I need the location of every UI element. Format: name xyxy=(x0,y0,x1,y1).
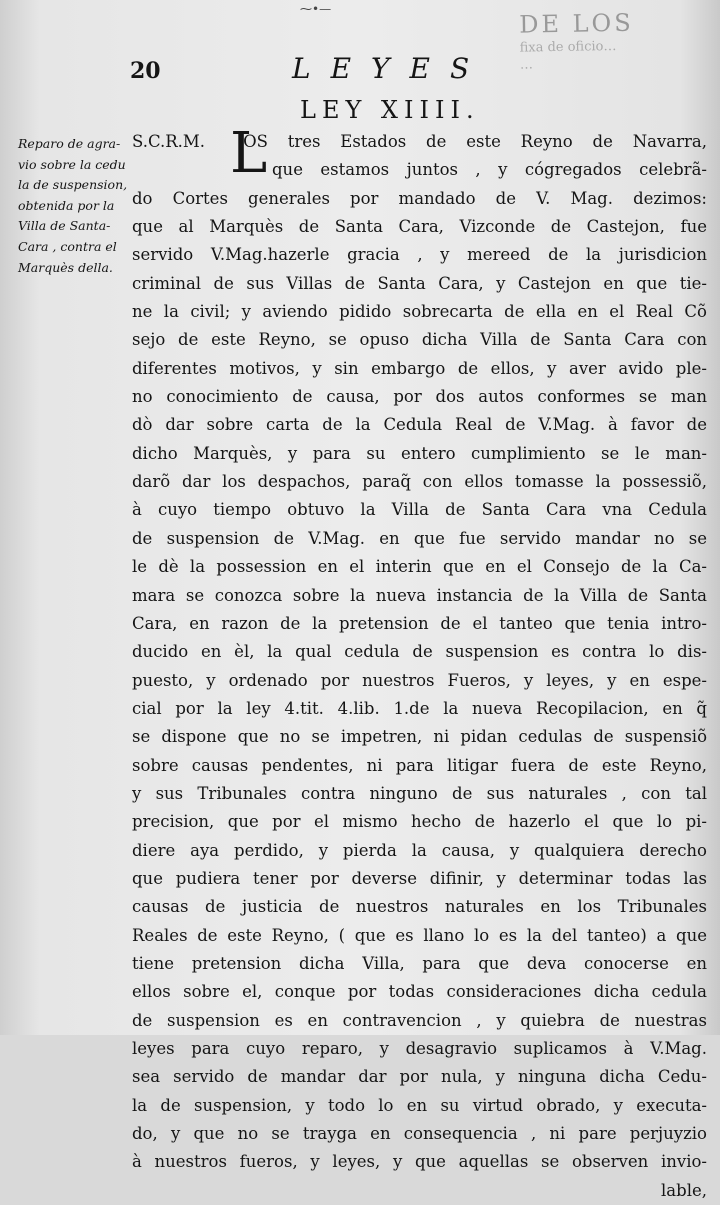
body-line: la de suspension, y todo lo en su virtud obrado, y executa- xyxy=(132,1095,707,1115)
body-line: do, y que no se trayga en consequencia , ni pare perjuyzio xyxy=(132,1124,707,1144)
body-line: do Cortes generales por mandado de V. Mag. dezimos: xyxy=(132,188,707,208)
body-line: dò dar sobre carta de la Cedula Real de V.Mag. à favor de xyxy=(132,415,707,435)
body-line xyxy=(132,128,707,156)
margin-note-line: obtenida por la xyxy=(18,197,115,213)
bleed-line: … xyxy=(519,57,534,73)
body-line: tiene pretension dicha Villa, para que deva conocerse en xyxy=(132,953,707,973)
body-line: sejo de este Reyno, se opuso dicha Villa de Santa Cara con xyxy=(132,330,707,350)
body-line: causas de justicia de nuestros naturales en los Tribunales xyxy=(132,897,707,917)
body-line: diferentes motivos, y sin embargo de ellos, y aver avido ple- xyxy=(132,358,707,378)
margin-note-line: la de suspension, xyxy=(18,177,128,193)
body-line: Cara, en razon de la pretension de el tanteo que tenia intro- xyxy=(132,613,707,633)
body-line: servido V.Mag.hazerle gracia , y mereed de la jurisdicion xyxy=(132,245,707,265)
body-line: ducido en èl, la qual cedula de suspension es contra lo dis- xyxy=(132,642,707,662)
body-line: le dè la possession en el interin que en el Consejo de la Ca- xyxy=(132,557,707,577)
body-line: que al Marquès de Santa Cara, Vizconde de Castejon, fue xyxy=(132,217,707,237)
body-line: que estamos juntos , y cógregados celebrã- xyxy=(272,160,707,180)
address-abbreviation: S.C.R.M. xyxy=(132,132,206,151)
catchword: lable, xyxy=(661,1180,707,1200)
law-body-text xyxy=(132,121,707,1205)
body-line: que pudiera tener por deverse difinir, y determinar todas las xyxy=(132,868,707,888)
body-line: Reales de este Reyno, ( que es llano lo es la del tanteo) a que xyxy=(132,925,707,945)
margin-note-line: vio sobre la cedu xyxy=(18,156,126,172)
top-printer-mark: ⁓•— xyxy=(300,2,332,16)
body-line: à nuestros fueros, y leyes, y que aquellas se observen invio- xyxy=(132,1152,707,1172)
margin-note xyxy=(18,134,130,278)
first-line-text: OS tres Estados de este Reyno de Navarra, xyxy=(243,132,707,151)
margin-note-line: Cara , contra el xyxy=(18,238,117,254)
body-line: leyes para cuyo reparo, y desagravio suplicamos à V.Mag. xyxy=(132,1039,707,1058)
body-line: sobre causas pendentes, ni para litigar fuera de este Reyno, xyxy=(132,755,707,775)
body-line: à cuyo tiempo obtuvo la Villa de Santa Cara vna Cedula xyxy=(132,500,707,520)
body-line: de suspension es en contravencion , y quiebra de nuestras xyxy=(132,1010,707,1030)
body-line: ellos sobre el, conque por todas consideraciones dicha cedula xyxy=(132,982,707,1002)
body-line: cial por la ley 4.tit. 4.lib. 1.de la nueva Recopilacion, en q̃ xyxy=(132,698,707,718)
body-line: de suspension de V.Mag. en que fue servido mandar no se xyxy=(132,528,707,548)
body-line: se dispone que no se impetren, ni pidan cedulas de suspensiõ xyxy=(132,727,707,747)
body-line: criminal de sus Villas de Santa Cara, y Castejon en que tie- xyxy=(132,273,707,293)
body-line: precision, que por el mismo hecho de hazerlo el que lo pi- xyxy=(132,812,707,832)
margin-note-line: Reparo de agra- xyxy=(18,136,121,151)
body-line: sea servido de mandar dar por nula, y ninguna dicha Cedu- xyxy=(132,1067,707,1087)
body-line: ne la civil; y aviendo pidido sobrecarta de ella en el Real Cõ xyxy=(132,302,707,322)
bleed-heading: DE LOS xyxy=(518,8,634,39)
body-line: diere aya perdido, y pierda la causa, y qualquiera derecho xyxy=(132,840,707,860)
bleed-line: fixa de oficio… xyxy=(519,38,617,56)
body-line: dicho Marquès, y para su entero cumplimiento se le man- xyxy=(132,443,707,463)
bleed-through-text xyxy=(519,6,711,129)
margin-note-line: Marquès della. xyxy=(18,259,113,275)
body-line: darõ dar los despachos, paraq̃ con ellos tomasse la possessiõ, xyxy=(132,472,707,492)
body-line: mara se conozca sobre la nueva instancia de la Villa de Santa xyxy=(132,585,707,605)
drop-cap: L xyxy=(230,121,268,186)
margin-note-line: Villa de Santa- xyxy=(18,218,111,234)
body-line: y sus Tribunales contra ninguno de sus naturales , con tal xyxy=(132,783,707,803)
body-line: puesto, y ordenado por nuestros Fueros, y leyes, y en espe- xyxy=(132,670,707,690)
law-title: LEY XIIII. xyxy=(300,96,480,124)
body-line: no conocimiento de causa, por dos autos conformes se man xyxy=(132,387,707,407)
page-number: 20 xyxy=(130,58,161,84)
running-head: LEYES xyxy=(292,52,490,85)
